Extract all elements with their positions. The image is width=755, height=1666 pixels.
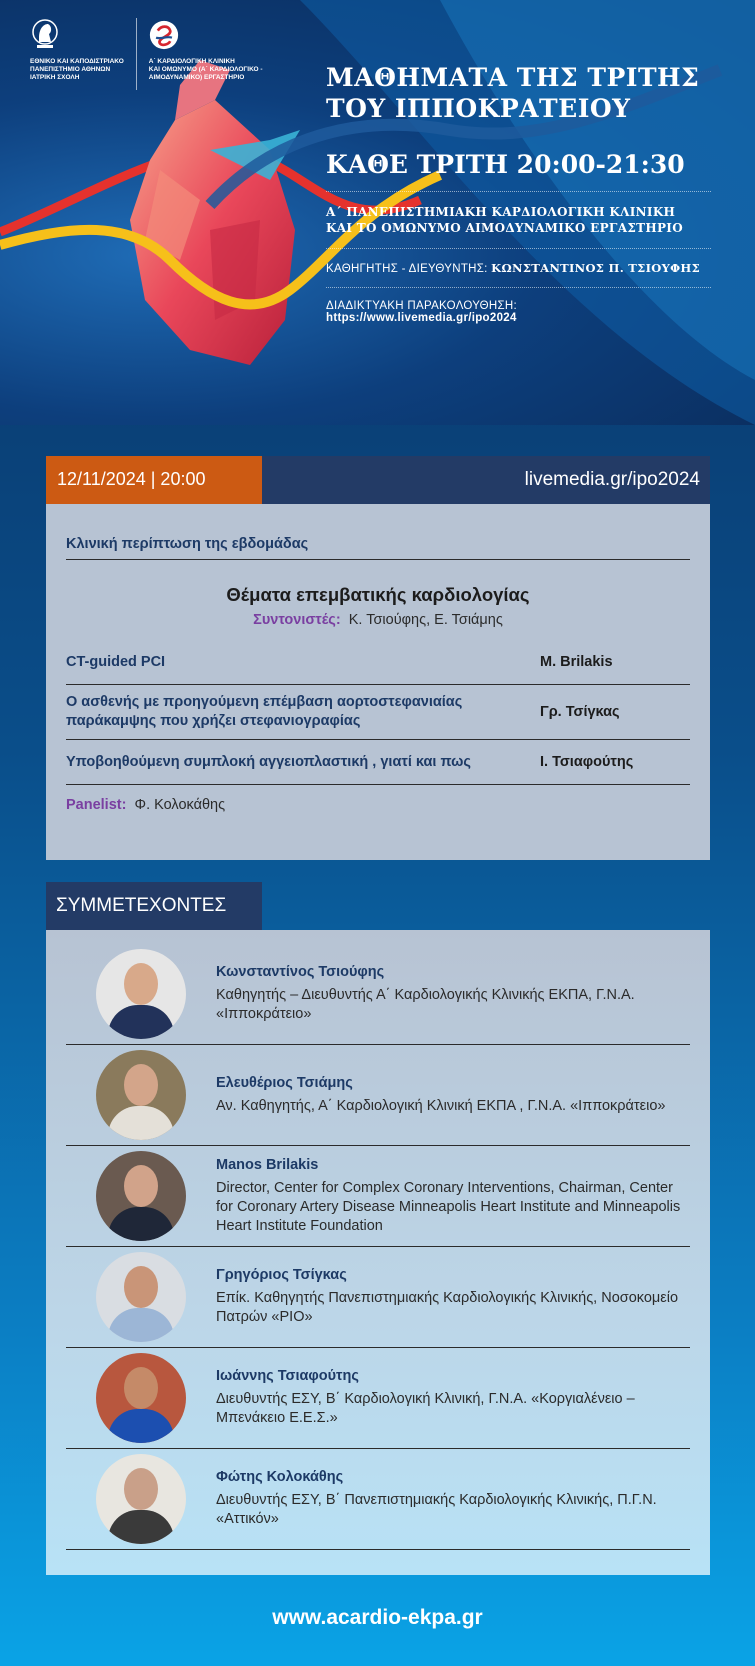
online-url-link[interactable]: https://www.livemedia.gr/ipo2024 bbox=[326, 312, 517, 324]
clinic-name-line-1: Α΄ ΠΑΝΕΠΙΣΤΗΜΙΑΚΗ ΚΑΡΔΙΟΛΟΓΙΚΗ ΚΛΙΝΙΚΗ bbox=[326, 205, 676, 219]
director-label: ΚΑΘΗΓΗΤΗΣ - ΔΙΕΥΘΥΝΤΗΣ: bbox=[326, 263, 488, 275]
talk-row bbox=[66, 740, 690, 785]
participant-row bbox=[66, 1348, 690, 1449]
avatar-body bbox=[108, 1409, 174, 1443]
participant-row bbox=[66, 1146, 690, 1247]
director-name: ΚΩΝΣΤΑΝΤΙΝΟΣ Π. ΤΣΙΟΥΦΗΣ bbox=[491, 261, 701, 275]
participant-row bbox=[66, 1247, 690, 1348]
athena-emblem-icon bbox=[30, 18, 60, 52]
divider bbox=[326, 248, 711, 249]
online-label: ΔΙΑΔΙΚΤΥΑΚΗ ΠΑΡΑΚΟΛΟΥΘΗΣΗ: bbox=[326, 300, 517, 312]
coordinators bbox=[66, 612, 690, 628]
clinic-line-2: ΚΑΙ ΟΜΩΝΥΜΟ (Α΄ ΚΑΡΔΙΟΛΟΓΙΚΟ - bbox=[148, 66, 263, 73]
participant-info bbox=[216, 1267, 690, 1327]
avatar-body bbox=[108, 1510, 174, 1544]
talk-title: Υποβοηθούμενη συμπλοκή αγγειοπλαστική , γιατί και πως bbox=[66, 753, 471, 770]
session-title: Θέματα επεμβατικής καρδιολογίας bbox=[226, 584, 530, 605]
avatar-body bbox=[108, 1207, 174, 1241]
panelist-name: Φ. Κολοκάθης bbox=[134, 797, 226, 813]
participant-row bbox=[66, 1449, 690, 1550]
coordinators-label: Συντονιστές: bbox=[253, 612, 341, 628]
clinic-name bbox=[326, 204, 711, 236]
participant-title: Αν. Καθηγητής, Α΄ Καρδιολογική Κλινική ΕΚΠΑ , Γ.Ν.Α. «Ιπποκράτειο» bbox=[216, 1097, 666, 1114]
avatar-body bbox=[108, 1106, 174, 1140]
clinic-logo bbox=[149, 18, 263, 90]
participant-row bbox=[66, 944, 690, 1045]
logo-divider bbox=[136, 18, 137, 90]
talk-row bbox=[66, 640, 690, 685]
panelist bbox=[66, 797, 690, 813]
clinic-emblem-icon bbox=[149, 18, 179, 52]
director-line bbox=[326, 261, 711, 275]
participant-info bbox=[216, 1469, 690, 1529]
avatar-body bbox=[108, 1005, 174, 1039]
participant-title: Διευθυντής ΕΣΥ, Β΄ Πανεπιστημιακής Καρδιολογικής Κλινικής, Π.Γ.Ν. «Αττικόν» bbox=[216, 1492, 657, 1527]
participant-row bbox=[66, 1045, 690, 1146]
clinic-line-1: Α΄ ΚΑΡΔΙΟΛΟΓΙΚΗ ΚΛΙΝΙΚΗ bbox=[148, 58, 235, 65]
participant-name: Φώτης Κολοκάθης bbox=[216, 1469, 344, 1485]
coordinators-names: Κ. Τσιούφης, Ε. Τσιάμης bbox=[348, 612, 503, 628]
participant-info bbox=[216, 1157, 690, 1236]
avatar bbox=[96, 1050, 186, 1140]
talk-title: CT-guided PCI bbox=[66, 653, 166, 670]
participant-info bbox=[216, 1368, 690, 1428]
divider bbox=[326, 191, 711, 192]
avatar-head bbox=[124, 1468, 158, 1510]
avatar bbox=[96, 949, 186, 1039]
date-time: 12/11/2024 | 20:00 bbox=[46, 456, 262, 504]
participants-card bbox=[46, 930, 710, 1575]
uoa-line-1: ΕΘΝΙΚΟ ΚΑΙ ΚΑΠΟΔΙΣΤΡΙΑΚΟ bbox=[30, 58, 124, 65]
avatar-head bbox=[124, 1266, 158, 1308]
program-card bbox=[46, 504, 710, 860]
participant-name: Κωνσταντίνος Τσιούφης bbox=[216, 964, 385, 980]
logos bbox=[30, 18, 263, 90]
avatar bbox=[96, 1252, 186, 1342]
talk-row bbox=[66, 685, 690, 740]
participant-name: Γρηγόριος Τσίγκας bbox=[216, 1267, 347, 1283]
online-line bbox=[326, 300, 711, 324]
talk-speaker: Γρ. Τσίγκας bbox=[540, 704, 620, 720]
hero-banner bbox=[0, 0, 755, 425]
participants-heading: ΣΥΜΜΕΤΕΧΟΝΤΕΣ bbox=[46, 882, 262, 930]
hero-title-line-2: ΤΟΥ ΙΠΠΟΚΡΑΤΕΙΟΥ bbox=[326, 94, 631, 123]
clinic-line-3: ΑΙΜΟΔΥΝΑΜΙΚΟ) ΕΡΓΑΣΤΗΡΙΟ bbox=[148, 74, 245, 81]
talk-speaker: Ι. Τσιαφούτης bbox=[540, 754, 634, 770]
uoa-line-3: ΙΑΤΡΙΚΗ ΣΧΟΛΗ bbox=[30, 74, 80, 81]
program-header bbox=[46, 456, 710, 504]
panelist-label: Panelist: bbox=[66, 797, 127, 813]
avatar-head bbox=[124, 1367, 158, 1409]
participant-title: Επίκ. Καθηγητής Πανεπιστημιακής Καρδιολογικής Κλινικής, Νοσοκομείο Πατρών «ΡΙΟ» bbox=[216, 1290, 679, 1325]
avatar-head bbox=[124, 963, 158, 1005]
week-case-label: Κλινική περίπτωση της εβδομάδας bbox=[66, 504, 690, 560]
avatar-head bbox=[124, 1165, 158, 1207]
hero-title bbox=[326, 62, 711, 124]
avatar bbox=[96, 1151, 186, 1241]
participant-title: Διευθυντής ΕΣΥ, Β΄ Καρδιολογική Κλινική, Γ.Ν.Α. «Κοργιαλένειο – Μπενάκειο Ε.Ε.Σ.» bbox=[216, 1391, 635, 1426]
uoa-line-2: ΠΑΝΕΠΙΣΤΗΜΙΟ ΑΘΗΝΩΝ bbox=[30, 66, 111, 73]
clinic-name-line-2: ΚΑΙ ΤΟ ΟΜΩΝΥΜΟ ΑΙΜΟΔΥΝΑΜΙΚΟ ΕΡΓΑΣΤΗΡΙΟ bbox=[326, 221, 683, 235]
participant-name: Ελευθέριος Τσιάμης bbox=[216, 1074, 353, 1091]
participant-name: Manos Brilakis bbox=[216, 1156, 319, 1173]
uoa-logo bbox=[30, 18, 124, 90]
avatar bbox=[96, 1353, 186, 1443]
participant-title: Director, Center for Complex Coronary Interventions, Chairman, Center for Coronary Artery Disease Minneapolis Heart Institute and Minneapolis Heart Institute Foundation bbox=[216, 1179, 681, 1234]
hero-title-line-1: ΜΑΘΗΜΑΤΑ ΤΗΣ ΤΡΙΤΗΣ bbox=[326, 63, 700, 92]
footer-url[interactable]: www.acardio-ekpa.gr bbox=[272, 1606, 483, 1629]
avatar bbox=[96, 1454, 186, 1544]
participant-info bbox=[216, 1075, 690, 1116]
hero-text bbox=[326, 62, 711, 324]
talk-speaker: M. Brilakis bbox=[540, 654, 613, 670]
avatar-body bbox=[108, 1308, 174, 1342]
site-link[interactable]: livemedia.gr/ipo2024 bbox=[524, 469, 700, 490]
participant-title: Καθηγητής – Διευθυντής Α΄ Καρδιολογικής Κλινικής ΕΚΠΑ, Γ.Ν.Α. «Ιπποκράτειο» bbox=[216, 987, 635, 1022]
avatar-head bbox=[124, 1064, 158, 1106]
participant-info bbox=[216, 964, 690, 1024]
schedule: ΚΑΘΕ ΤΡΙΤΗ 20:00-21:30 bbox=[326, 150, 685, 179]
talk-title: Ο ασθενής με προηγούμενη επέμβαση αορτοστεφανιαίας παράκαμψης που χρήζει στεφανιογραφίας bbox=[66, 694, 463, 729]
participant-name: Ιωάννης Τσιαφούτης bbox=[216, 1368, 359, 1384]
divider bbox=[326, 287, 711, 288]
